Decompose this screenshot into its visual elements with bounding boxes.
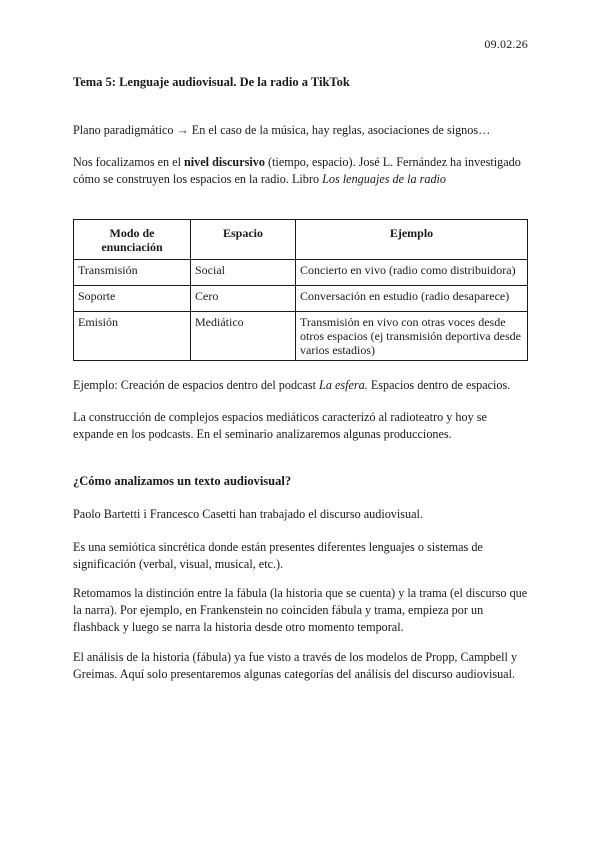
podcast-title: La esfera. <box>319 378 368 392</box>
paragraph-radioteatro: La construcción de complejos espacios mediáticos caracterizó al radioteatro y hoy se expande en los podcasts. En el seminario analizaremos algunas producciones. <box>73 410 487 441</box>
text-run: Espacios dentro de espacios. <box>367 378 511 392</box>
page-title: Tema 5: Lenguaje audiovisual. De la radio a TikTok <box>73 75 350 89</box>
section-heading: ¿Cómo analizamos un texto audiovisual? <box>73 474 292 488</box>
table-header-cell: Modo de enunciación <box>74 220 191 260</box>
table-header-row <box>74 220 528 260</box>
text-run: (tiempo, espacio). José L. Fernández ha investigado cómo se construyen los espacios en la radio. Libro <box>73 155 521 186</box>
table-header-cell: Ejemplo <box>296 220 528 260</box>
paragraph-authors: Paolo Bartetti i Francesco Casetti han trabajado el discurso audiovisual. <box>73 507 423 521</box>
paragraph-discursive-level <box>73 154 529 188</box>
table-cell: Transmisión en vivo con otras voces desde otros espacios (ej transmisión deportiva desde varios estadios) <box>296 312 528 361</box>
page-date: 09.02.26 <box>484 37 528 51</box>
text-run: Nos focalizamos en el <box>73 155 185 169</box>
table-cell: Cero <box>191 286 296 312</box>
paragraph-podcast-example <box>73 377 529 394</box>
table-header-cell: Espacio <box>191 220 296 260</box>
paragraph-fabula-trama: Retomamos la distinción entre la fábula (la historia que se cuenta) y la trama (el discurso que la narra). Por ejemplo, en Frankenstein no coinciden fábula y trama, empieza por un flashback y luego se narra la historia desde otro momento temporal. <box>73 586 528 634</box>
table-row <box>74 260 528 286</box>
table-cell: Conversación en estudio (radio desaparece) <box>296 286 528 312</box>
table-cell: Emisión <box>74 312 191 361</box>
paragraph-story-analysis: El análisis de la historia (fábula) ya fue visto a través de los modelos de Propp, Campbell y Greimas. Aquí solo presentaremos algunas categorías del análisis del discurso audiovisual. <box>73 650 518 681</box>
table-row <box>74 312 528 361</box>
table-cell: Transmisión <box>74 260 191 286</box>
table-cell: Concierto en vivo (radio como distribuidora) <box>296 260 528 286</box>
table-cell: Social <box>191 260 296 286</box>
book-title: Los lenguajes de la radio <box>322 172 447 186</box>
paragraph-paradigmatic: Plano paradigmático → En el caso de la música, hay reglas, asociaciones de signos… <box>73 123 491 137</box>
enunciation-table <box>73 219 528 361</box>
paragraph-semiotics: Es una semiótica sincrética donde están presentes diferentes lenguajes o sistemas de significación (verbal, visual, musical, etc.). <box>73 540 483 571</box>
text-run: Ejemplo: Creación de espacios dentro del podcast <box>73 378 320 392</box>
bold-term: nivel discursivo <box>184 155 265 169</box>
table-cell: Mediático <box>191 312 296 361</box>
table-cell: Soporte <box>74 286 191 312</box>
table-row <box>74 286 528 312</box>
